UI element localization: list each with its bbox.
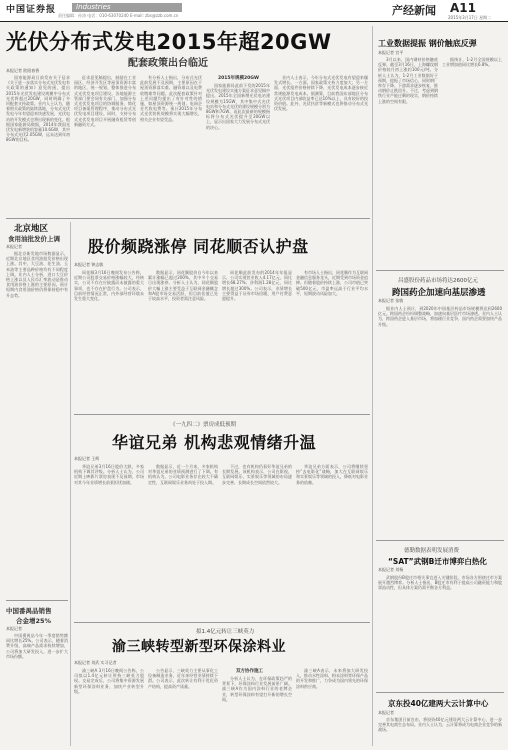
story-subhead: 双方协作施工 — [236, 669, 263, 674]
lead-paragraph: 有分析人士指出，分布式光伏此前发展不及预期，主要原因在于屋顶资源落实难、融资难以及电费收缴难等问题。此次配套政策针对上述问题均提出了有针对性的措施，如屋顶资源统一规划、电网企业代收电费等。预计2015年分布式光伏装机规模将实现大幅增长，相关企业有望受益。 — [140, 75, 202, 122]
right-story-paragraph: 据统计，1-2月全国规模以上工业增加值同比增长6.8%。 — [442, 57, 502, 68]
section-divider — [376, 270, 504, 271]
lead-paragraph: 业内人士表示，今年分布式光伏发电有望迎来爆发式增长。一方面，国家政策支持力度加大；另一方面，光伏组件价格持续下降，光伏发电成本逐步接近常规能源发电成本。据测算，目前我国东部地区分布式光伏项目内部收益率已达10%以上，具有较好的投资价值。此外，光伏扶贫等新模式也将推动分布式光伏发展。 — [274, 75, 368, 112]
right-story-paragraph: 京东集团日前宣布，将投资40亿元建设两大云计算中心，进一步完善其电商生态布局。业内人士认为，云计算将成为电商企业竞争的新战场。 — [378, 717, 502, 733]
right-story-paragraph: 3月以来，国内钢材价格触底反弹。截至3月16日，上海螺纹钢价格较月初上涨约100元/吨。分析人士认为，1-2月工业数据好于预期，提振了市场信心，同时钢厂库存下降、下游需求逐步恢复，推动钢价止跌回升。不过，考虑到钢铁行业产能过剩的现实，钢价持续上涨的空间有限。 — [378, 57, 438, 104]
sidebar-title: 北京地区 — [14, 224, 49, 234]
story-paragraph: 华谊兄弟3月16日股价大跌，多家机构下调其评级。分析人士认为，公司近期上映影片票房表现不及预期，市场对其今年业绩增长前景担忧加剧。 — [74, 464, 144, 485]
right-story-body-2 — [378, 306, 502, 536]
right-story-headline-4: 京东投40亿建两大云计算中心 — [388, 699, 489, 708]
sidebar-paragraph: 据北京新发地市场数据显示，近期北京地区食用油批发价格出现上涨。其中，大豆油、花生油、玉米油等主要品种价格均有不同程度上调。业内人士分析，进口大豆价格上涨以及人民币汇率波动是推动食用油价格上涨的主要原因。预计短期内食用油价格仍将保持稳中有升态势。 — [6, 251, 68, 298]
story-column-1 — [74, 668, 144, 746]
story-column-3 — [222, 270, 292, 410]
story-kicker: 《一九四二》票房成低预期 — [170, 422, 237, 428]
sidebar-body — [6, 251, 68, 581]
masthead — [0, 0, 508, 22]
story-paragraph: 不过，也有机构仍看好华谊兄弟的长期发展。该机构表示，公司在影视、互联网娱乐、实景娱乐等领域的布局逐步完善，长期成长空间依然较大。 — [222, 464, 292, 485]
story-paragraph: 渝三峡A表示，未来将加大研发投入，推动水性涂料、粉末涂料等环保产品的开发和推广，力争成为国内领先的环保涂料供应商。 — [296, 668, 368, 689]
right-story-paragraph: 据业内人士预计，到2020年中国基层药品市场规模将达到2600亿元。跨国药企纷纷调整战略，加速向基层医疗市场渗透。业内人士认为，跨国药企进入基层市场，将加剧行业竞争，国内药企需要加快产品升级。 — [378, 306, 502, 327]
right-story-headline-3: “SAT”武钢B迁市博弈白热化 — [388, 557, 487, 566]
sidebar-body-2 — [6, 633, 68, 746]
story-paragraph: 数据显示，近一个月来，多家机构对华谊兄弟的业绩预测进行了下调。有机构认为，公司电影业务存在较大不确定性，互联网娱乐业务尚处于投入期。 — [148, 464, 218, 485]
story-paragraph: 渝三峡A 3月16日晚间公告称，公司拟以1.4亿元转让所持三峡英力股权。交易完成后，公司将集中资源发展新型环保涂料业务，加快产业转型升级。 — [74, 668, 144, 694]
sidebar-subtitle: 食用油批发价上调 — [8, 235, 60, 243]
story-paragraph: 同花顺此前发布的2014年年报显示，公司实现营业收入4.17亿元，同比增长68.27%；净利润1.28亿元，同比增长超过300%。公司表示，业绩增长主要得益于证券市场回暖，用户付费意愿提升。 — [222, 270, 292, 302]
sidebar-paragraph: 中国番禺品今年一季度销售额同比增长25%。公司表示，随着消费升级，高端产品需求持续增加，公司将加大研发投入，进一步扩大市场份额。 — [6, 633, 68, 659]
story-column-2 — [148, 668, 218, 746]
sidebar-byline-2: 本报记者 — [6, 626, 22, 631]
story-column-1 — [74, 270, 144, 410]
section-divider — [6, 600, 68, 601]
story-headline: 华谊兄弟 机构悲观情绪升温 — [112, 433, 317, 452]
section-divider — [376, 692, 504, 693]
story-paragraph: 分析人士认为，在环保政策趋严的背景下，环保涂料行业发展前景广阔。渝三峡A作为国内涂料行业的老牌企业，转型环保涂料有望打开新的增长空间。 — [222, 676, 292, 702]
lead-column-3 — [140, 75, 202, 215]
right-story-byline: 本报记者 官平 — [378, 50, 404, 55]
issue-date: 2015年3月17日 星期二 — [448, 15, 492, 20]
story-byline: 本报记者 王辉 — [74, 456, 100, 461]
story-headline: 渝三峡转型新型环保涂料业 — [112, 639, 286, 655]
column-divider — [70, 222, 71, 746]
lead-column-1 — [6, 75, 70, 215]
story-paragraph: 公告显示，三峡英力主要从事化工设备制造业务，近年来经营业绩持续下滑。公司表示，此次转让有利于优化资产结构，提高资产质量。 — [148, 668, 218, 689]
right-story-body-4 — [378, 717, 502, 747]
sidebar-subtitle-2: 合金增25% — [16, 617, 52, 625]
right-story-kicker: 昌盛股份药品市场将达2600亿元 — [398, 278, 478, 284]
lead-paragraph: 征求意见稿提出，鼓励在工业园区、经济开发区等屋顶资源丰富的地区，统一规划、整体推进分布式光伏发电项目建设。各地能源主管部门要会同有关部门，加强分布式光伏发电项目的协调服务，简化项目备案管理程序，推动分布式光伏发电项目建设。同时，支持分布式光伏发电项目开展融资租赁等创新融资方式。 — [74, 75, 136, 127]
right-story-byline-4: 本报记者 — [378, 710, 394, 715]
story-column-2 — [148, 464, 218, 614]
right-story-paragraph: 武钢股份B股迁市相关事宜进入关键阶段。市场各方围绕迁市方案展开激烈博弈。分析人士指出，B股迁市有利于提高公司融资能力和股票流动性，但具体方案仍需平衡各方利益。 — [378, 575, 502, 591]
editor-contact: 责任编辑：孙涛 电话：010-63070240 E-mail: zbs@zzb.com.cn — [58, 13, 179, 18]
page-number: A11 — [450, 1, 476, 15]
story-column-4 — [296, 464, 368, 614]
right-story-column-1 — [378, 57, 438, 267]
sidebar-byline: 本报记者 — [6, 244, 22, 249]
right-story-byline-3: 本报记者 刘杨 — [378, 567, 404, 572]
story-headline: 股价频跷涨停 同花顺否认护盘 — [88, 237, 309, 256]
right-story-byline-2: 本报记者 张敏 — [378, 298, 404, 303]
story-column-3 — [222, 676, 292, 746]
lead-headline: 光伏分布式发电2015年超20GW — [6, 30, 332, 54]
sidebar-title-2: 中国番禺品销售 — [6, 607, 52, 615]
lead-column-4 — [206, 83, 270, 215]
section-divider — [376, 540, 504, 541]
lead-column-2 — [74, 75, 136, 215]
right-story-column-2 — [442, 57, 502, 267]
story-paragraph: 有市场人士指出，同花顺作为互联网金融信息服务龙头，近期受到市场资金追捧。但随着股价持续上涨，公司市值已突破500亿元，市盈率远高于行业平均水平，短期波动风险加大。 — [296, 270, 368, 296]
story-column-4 — [296, 668, 368, 746]
section-english-label: Industries — [72, 3, 182, 12]
story-column-3 — [222, 464, 292, 614]
newspaper-logo: 中国证券报 — [6, 5, 57, 15]
story-column-1 — [74, 464, 144, 614]
story-byline: 本报记者 钟志敏 — [74, 262, 104, 267]
right-story-headline-2: 跨国药企加速向基层渗透 — [392, 288, 486, 298]
right-story-headline: 工业数据提振 钢价触底反弹 — [378, 39, 477, 48]
lead-paragraph: 国家能源局此前下发的2015年光伏发电建设实施方案征求意见稿中提出，2015年全国新增光伏电站建设规模为15GW，其中集中式光伏电站和分布式光伏的建设规模分别为8GW和7GW。而此次最新的规模指标将分布式光伏提升至20GW以上，显示出国家大力发展分布式光伏的决心。 — [206, 83, 270, 130]
story-byline: 本报记者 刘武 实习记者 — [74, 660, 117, 665]
story-column-4 — [296, 270, 368, 410]
section-divider — [74, 414, 370, 415]
right-story-kicker: 德勤数据表明发展消费 — [404, 548, 460, 554]
lead-column-5 — [274, 75, 368, 215]
lead-section-subhead: 2015年规模20GW — [218, 76, 259, 81]
story-paragraph: 数据显示，同花顺股价自今年以来累计涨幅已超过200%，其中多个交易日出现涨停。分析人士认为，同花顺股价大幅上涨主要受益于互联网金融概念和A股市场交易活跃，但目前估值已处于较高水平，投资者需注意风险。 — [148, 270, 218, 302]
lead-subhead: 配套政策出台临近 — [128, 58, 208, 69]
section-divider — [6, 218, 370, 219]
story-paragraph: 同花顺3月16日晚间发布公告称，近期公司股票交易价格涨幅较大，经核实，公司不存在应披露而未披露的重大事项，也不存在护盘行为。公司表示，目前经营情况正常，内外部经营环境未发生重大变化。 — [74, 270, 144, 302]
lead-byline: 本报记者 欧阳春香 — [6, 68, 40, 73]
lead-paragraph: 国家能源局日前发布关于征求《关于进一步落实分布式光伏发电有关政策的通知》意见的函，提出2015年光伏发电建设规模中分布式光伏将超过20GW，同时明确了多项配套支持政策。业内人士认为，随着相关政策的陆续落地，分布式光伏发电今年有望迎来快速发展，光伏电站的开发模式也将出现新的变化。根据国家能源局数据，2014年我国光伏发电新增装机容量10.6GW，其中分布式光伏2.05GW，远未达到年初8GW的目标。 — [6, 75, 70, 143]
section-title: 产经新闻 — [392, 4, 436, 17]
story-kicker: 拟1.4亿元转让三峡英力 — [196, 629, 255, 635]
story-column-2 — [148, 270, 218, 410]
right-story-body-3 — [378, 575, 502, 689]
story-paragraph: 华谊兄弟方面表示，公司将继续坚持“去电影化”战略，加大在互联网娱乐和实景娱乐等领域的投入，降低对电影业务的依赖。 — [296, 464, 368, 485]
section-divider — [74, 622, 370, 623]
column-divider — [372, 26, 373, 746]
